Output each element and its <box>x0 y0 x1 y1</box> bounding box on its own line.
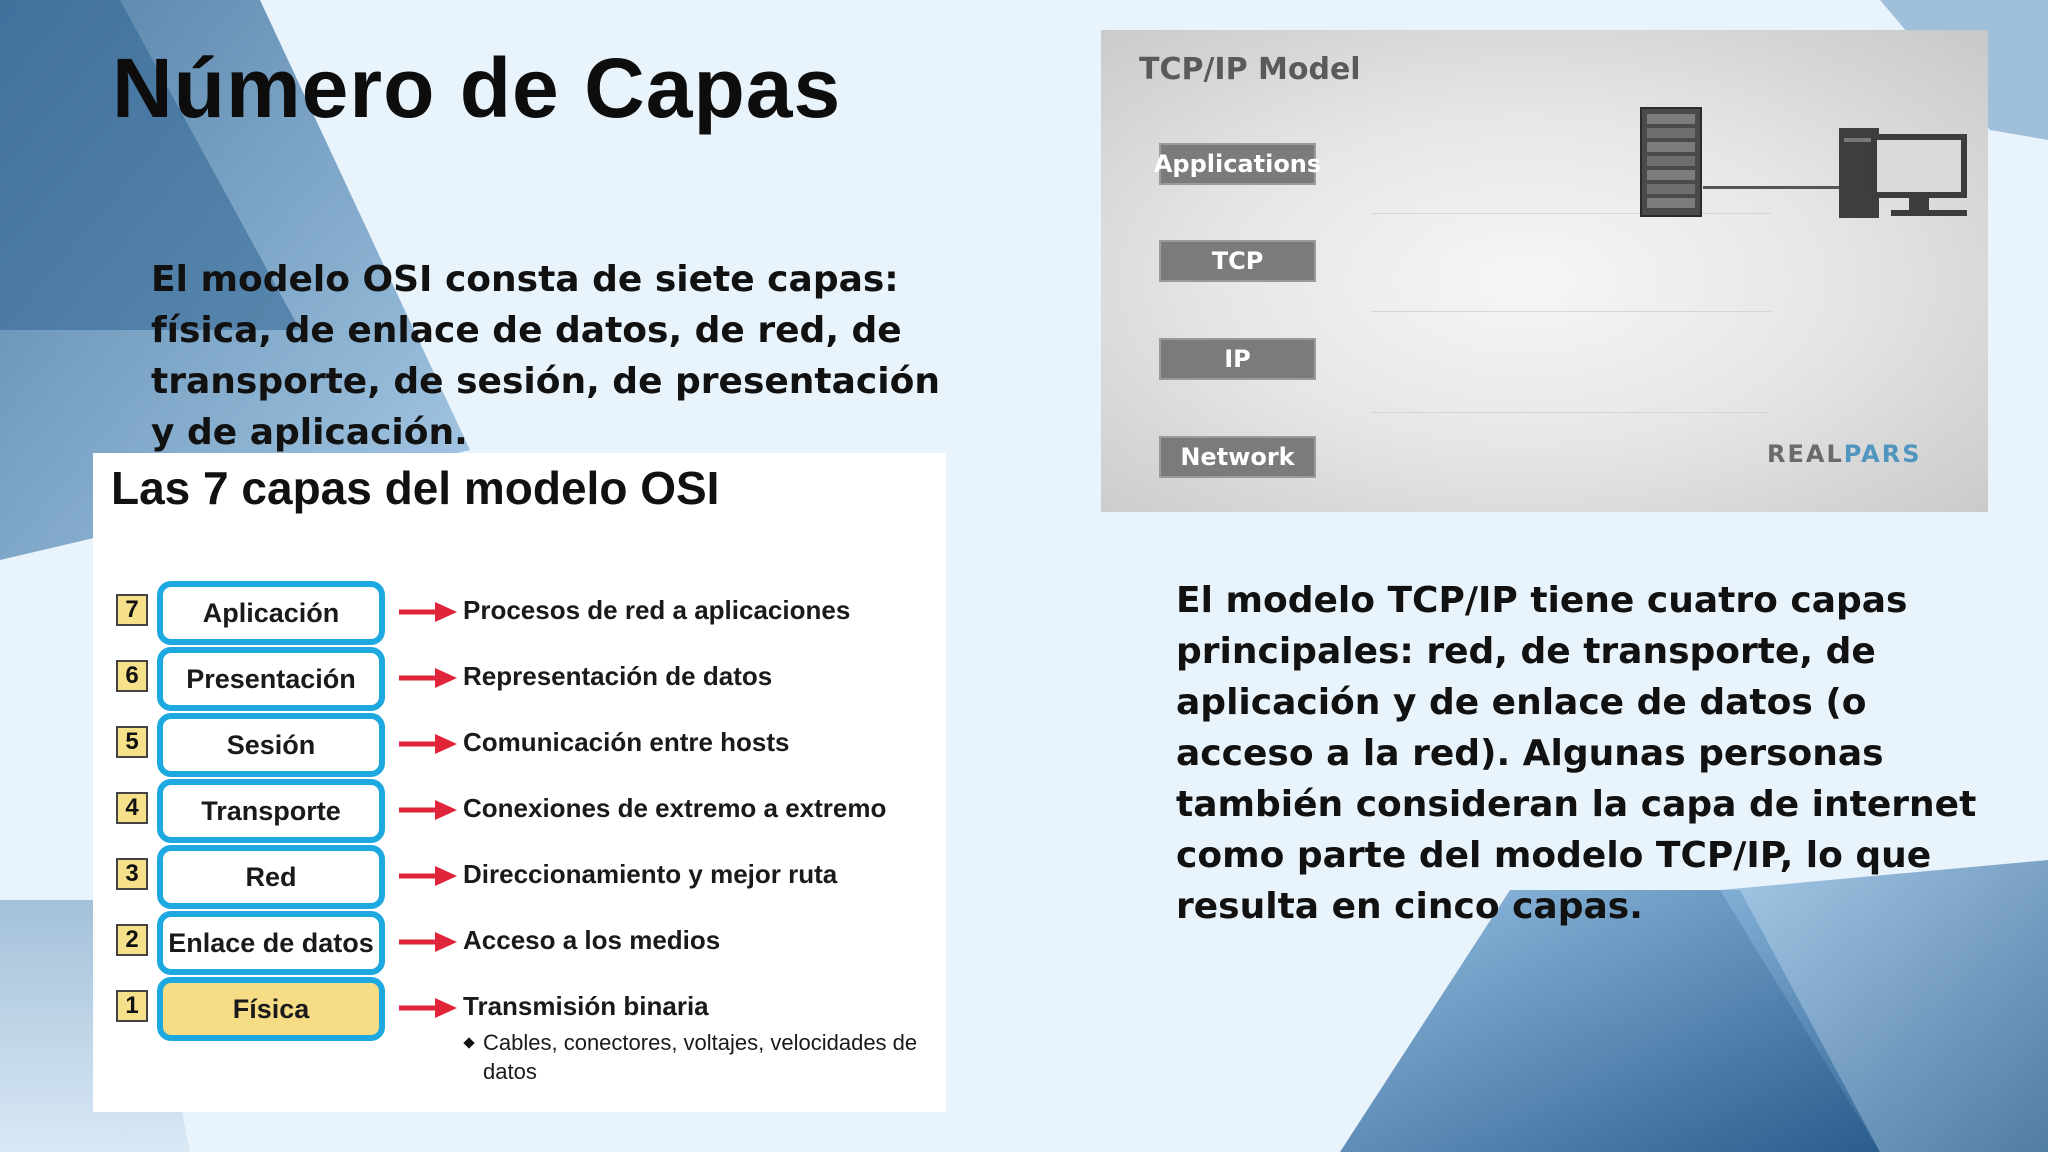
osi-layer-row <box>93 911 946 977</box>
layer-number: 3 <box>116 858 148 890</box>
arrow-right-icon <box>399 997 457 1019</box>
logo-part-pars: PARS <box>1843 440 1922 468</box>
layer-name: Sesión <box>157 713 385 777</box>
layer-name: Transporte <box>157 779 385 843</box>
osi-layers-figure <box>93 453 946 1112</box>
layer-description: Transmisión binaria <box>463 991 709 1021</box>
layer-description: Representación de datos <box>463 661 773 691</box>
realpars-logo <box>1767 440 1921 468</box>
layer-description: Comunicación entre hosts <box>463 727 790 757</box>
divider-line <box>1371 412 1771 413</box>
layer-name: Física <box>157 977 385 1041</box>
connection-line <box>1703 186 1841 189</box>
layer-description: Procesos de red a aplicaciones <box>463 595 851 625</box>
layer-name: Enlace de datos <box>157 911 385 975</box>
tcp-layer-applications: Applications <box>1159 143 1316 185</box>
arrow-right-icon <box>399 601 457 623</box>
layer-number: 1 <box>116 990 148 1022</box>
arrow-right-icon <box>399 733 457 755</box>
osi-figure-title: Las 7 capas del modelo OSI <box>111 462 720 514</box>
arrow-right-icon <box>399 865 457 887</box>
divider-line <box>1371 311 1771 312</box>
tcp-ip-model-image <box>1101 30 1988 512</box>
slide-title: Número de Capas <box>112 41 842 135</box>
tcp-description-paragraph: El modelo TCP/IP tiene cuatro capas principales: red, de transporte, de aplicación y de enlace de datos (o acceso a la red). Algunas personas también consideran la capa de internet como parte del modelo TCP/IP, lo que resulta en cinco capas. <box>1176 580 1977 927</box>
osi-layer-row <box>93 581 946 647</box>
tcp-layer-network: Network <box>1159 436 1316 478</box>
divider-line <box>1371 213 1771 214</box>
arrow-right-icon <box>399 799 457 821</box>
osi-description-paragraph: El modelo OSI consta de siete capas: física, de enlace de datos, de red, de transporte, de sesión, de presentación y de aplicación. <box>151 259 940 453</box>
osi-layer-row <box>93 713 946 779</box>
layer-number: 2 <box>116 924 148 956</box>
osi-layer-row <box>93 779 946 845</box>
tcp-layer-tcp: TCP <box>1159 240 1316 282</box>
computer-icon <box>1839 128 1969 220</box>
logo-part-real: REAL <box>1767 440 1844 468</box>
layer-number: 7 <box>116 594 148 626</box>
layer-description: Conexiones de extremo a extremo <box>463 793 887 823</box>
tcp-layer-ip: IP <box>1159 338 1316 380</box>
layer-number: 5 <box>116 726 148 758</box>
arrow-right-icon <box>399 667 457 689</box>
layer-name: Aplicación <box>157 581 385 645</box>
physical-layer-detail: Cables, conectores, voltajes, velocidades de datos <box>483 1030 918 1084</box>
layer-name: Presentación <box>157 647 385 711</box>
tcp-panel-title: TCP/IP Model <box>1139 52 1361 87</box>
layer-number: 6 <box>116 660 148 692</box>
server-icon <box>1639 106 1703 218</box>
layer-description: Acceso a los medios <box>463 925 721 955</box>
osi-layer-row <box>93 845 946 911</box>
layer-number: 4 <box>116 792 148 824</box>
arrow-right-icon <box>399 931 457 953</box>
layer-description: Direccionamiento y mejor ruta <box>463 859 838 889</box>
layer-name: Red <box>157 845 385 909</box>
osi-layer-row <box>93 647 946 713</box>
